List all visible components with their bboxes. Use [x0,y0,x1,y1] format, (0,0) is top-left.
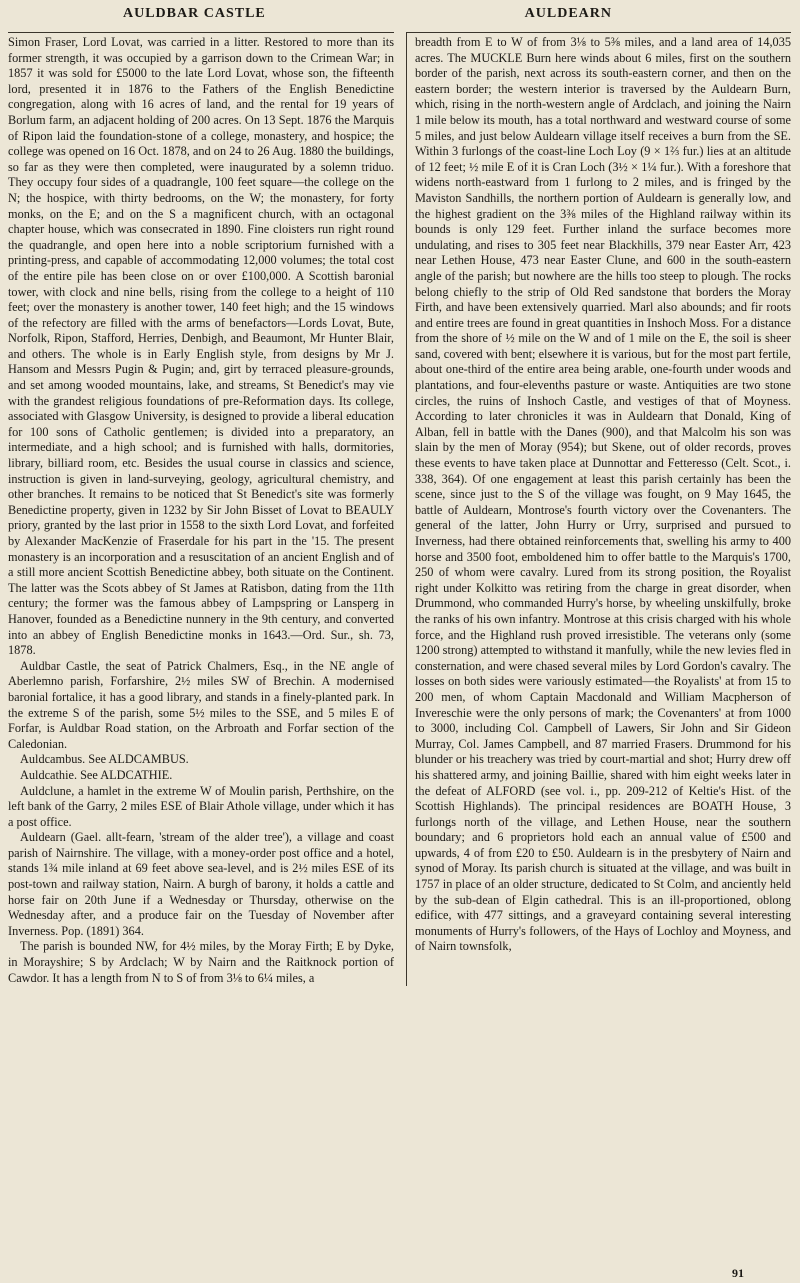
paragraph: breadth from E to W of from 3⅛ to 5⅜ miles, and a land area of 14,035 acres. The MUCKLE Burn here winds about 6 miles, first on the southern border of the parish, next across its south-eastern corner, and then on the eastern border; the western interior is traversed by the Auldearn Burn, which, rising in the north-western angle of Ardclach, and joining the Nairn 1 mile below its mouth, has a total northward and westward course of some 5 miles, and just below Auldearn village itself receives a burn from the SE. Within 3 furlongs of the coast-line Loch Loy (9 × 1⅔ fur.) lies at an altitude of 12 feet; ½ mile E of it is Cran Loch (3½ × 1¼ fur.). With a foreshore that widens north-eastward from 1 furlong to 2 miles, and is fringed by the Maviston Sandhills, the northern portion of Auldearn is generally low, and the highest gradient on the 3⅜ miles of the Highland railway within its bounds is only 129 feet. Further inland the surface becomes more undulating, and rises to 305 feet near Blackhills, 379 near Easter Arr, 423 near Lethen House, 473 near Easter Clune, and 600 in the south-eastern angle of the parish; but nowhere are the hills too steep to plough. The rocks belong chiefly to the strip of Old Red sandstone that borders the Moray Firth, and have been extensively quarried. Marl also abounds; and fir roots and entire trees are found in great quantities in Inshoch Moss. For a distance from the shore of ½ mile on the W and of 1 mile on the E, the soil is sheer sand, covered with bent; elsewhere it is various, but for the most part fertile, about one-third of the entire area being arable, one-fourth under woods and plantations, and four-elevenths pasture or waste. Antiquities are two stone circles, the ruins of Inshoch Castle, and vestiges of that of Moyness. According to later chronicles it was in Auldearn that Donald, King of Alban, fell in battle with the Danes (900), and that Malcolm his son was slain by the men of Moray (954); but Skene, out of older records, proves these events to have taken place at Dunnottar and Fetteresso (Celt. Scot., i. 338, 364). Of one engagement at least this parish certainly has been the scene, since just to the S of the village was fought, on 9 May 1645, the battle of Auldearn, Montrose's fourth victory over the Covenanters. The general of the latter, John Hurry or Urry, surprised and pursued to Inverness, had there obtained reinforcements that, swelling his army to 400 horse and 3500 foot, emboldened him to offer battle to the Marquis's 1700, 250 of whom were cavalry. Lured from its strong position, the Royalist right under Kolkitto was retiring from the charge in great disorder, when Drummond, who commanded Hurry's horse, by wheeling unskilfully, broke the ranks of his own infantry. Montrose at this crisis charged with his whole force, and the Highland rush proved irresistible. The veterans only (some 1200 strong) attempted to withstand it manfully, while the new levies fled in consternation, and were chased several miles by Lord Gordon's cavalry. The losses on both sides were variously estimated—the Royalists' at from 15 to 200 men, of whom Captain Macdonald and William Macpherson of Invereschie were the only persons of mark; the Covenanters' at from 1000 to 3000, including Col. Campbell of Lawers, Sir John and Sir Gideon Murray, Col. James Campbell, and 87 married Frasers. Drummond for his blunder or his treachery was tried by court-martial and shot; Hurry drew off his shattered army, and joining Baillie, shared with him eight weeks later in the defeat of ALFORD (see vol. i., pp. 209-212 of Keltie's Hist. of the Scottish Highlands). The principal residences are BOATH House, 3 furlongs north of the village, and Lethen House, near the southern boundary; and 6 proprietors hold each an annual value of £500 and upwards, 4 of from £20 to £50. Auldearn is in the presbytery of Nairn and synod of Moray. Its parish church is situated at the village, and was built in 1757 in place of an older structure, dedicated to St Colm, and anciently held by the sub-dean of Elgin cathedral. This is an ill-proportioned, oblong edifice, with 477 sittings, and a graveyard containing several interesting monuments of Hurry's followers, of the Hays of Lochloy and Moyness, and of Nairn townsfolk, [415,35,791,954]
left-column [8,32,394,986]
header-left: AULDBAR CASTLE [123,6,266,21]
text-columns [8,32,792,986]
paragraph: Simon Fraser, Lord Lovat, was carried in a litter. Restored to more than its former strength, it was occupied by a garrison down to the Crimean War; in 1857 it was sold for £5000 to the late Lord Lovat, whose son, the fifteenth lord, presented it in 1876 to the Fathers of the English Benedictine congregation, along with 16 acres of land, and the rental for 19 years of Borlum farm, an adjacent holding of 200 acres. On 13 Sept. 1876 the Marquis of Ripon laid the foundation-stone of a college, monastery, and hospice; the college was opened on 16 Oct. 1878, and on 24 to 26 Aug. 1880 the buildings, so far as they were then completed, were inaugurated by a solemn triduo. They occupy four sides of a quadrangle, 100 feet square—the college on the N; the hospice, with thirty bedrooms, on the W; the monastery, for forty monks, on the E; and on the S a magnificent church, with an octagonal chapter house, which was consecrated in 1890. Fine cloisters run right round the quadrangle, and open here into a noble scriptorium furnished with a printing-press, and capable of accommodating 12,000 volumes; the total cost of the entire pile has been close on or over £100,000. A Scottish baronial tower, with clock and nine bells, rising from the college to a height of 110 feet; over the monastery is another tower, 140 feet high; and the 15 windows of the refectory are filled with the arms of benefactors—Lords Lovat, Bute, Norfolk, Ripon, Stafford, Herries, Denbigh, and Beaumont, Mr Hunter Blair, and others. The whole is in Early English style, from designs by Mr J. Hansom and Messrs Pugin & Pugin; and, girt by terraced pleasure-grounds, and set among wooded mountains, lake, and streams, St Benedict's may vie with the grandest religious foundations of pre-Reformation days. Its college, associated with Glasgow University, is designed to provide a liberal education for 100 sons of Catholic gentlemen; is divided into a preparatory, an intermediate, and a high school; and is furnished with halls, dormitories, library, billiard room, etc. Besides the usual course in classics and science, instruction is given in land-surveying, geology, agricultural chemistry, and other branches. It remains to be noticed that St Benedict's site was formerly Benedictine property, given in 1232 by Sir John Bisset of Lovat to BEAULY priory, granted by the last prior in 1558 to the sixth Lord Lovat, and forfeited by Alexander MacKenzie of Fraserdale for his part in the '15. The present monastery is an incorporation and a resuscitation of an ancient English and of a still more ancient Scottish Benedictine abbey, both situate on the Continent. The latter was the Scots abbey of St James at Ratisbon, dating from the 11th century; the former was the famous abbey of Lampspring or Lansperg in Hanover, founded as a Benedictine nunnery in the 9th century, and converted into an abbey of English Benedictine monks in 1643.—Ord. Sur., sh. 73, 1878. [8,35,394,658]
entry-auldearn: Auldearn (Gael. allt-fearn, 'stream of the alder tree'), a village and coast parish of Nairnshire. The village, with a money-order post office and a hotel, stands 1¾ mile inland at 69 feet above sea-level, and is 2½ miles ESE of its post-town and railway station, Nairn. A burgh of barony, it holds a cattle and horse fair on 20th June if a Wednesday or Thursday, otherwise on the Wednesday after, and a produce fair on the Tuesday of November after Inverness. Pop. (1891) 364. [8,830,394,938]
header-right: AULDEARN [524,6,612,21]
page-number: 91 [732,1266,744,1280]
entry-auldbar-castle: Auldbar Castle, the seat of Patrick Chalmers, Esq., in the NE angle of Aberlemno parish, Forfarshire, 2½ miles SW of Brechin. A modernised baronial fortalice, it has a good library, and stands in a finely-planted park. In the extreme S of the parish, some 5½ miles to the SSE, and 5 miles E of Forfar, is Auldbar Road station, on the Arbroath and Forfar section of the Caledonian. [8,658,394,751]
right-column [406,32,791,986]
entry-auldcambus: Auldcambus. See ALDCAMBUS. [20,752,189,767]
paragraph: The parish is bounded NW, for 4½ miles, by the Moray Firth; E by Dyke, in Morayshire; S by Ardclach; W by Nairn and the Raitknock portion of Cawdor. It has a length from N to S of from 3⅛ to 6¼ miles, a [8,939,394,985]
entry-auldcathie: Auldcathie. See ALDCATHIE. [20,767,173,782]
entry-auldclune: Auldclune, a hamlet in the extreme W of Moulin parish, Perthshire, on the left bank of the Garry, 2 miles ESE of Blair Athole village, under which it has a post office. [8,783,394,829]
running-header [8,6,792,32]
